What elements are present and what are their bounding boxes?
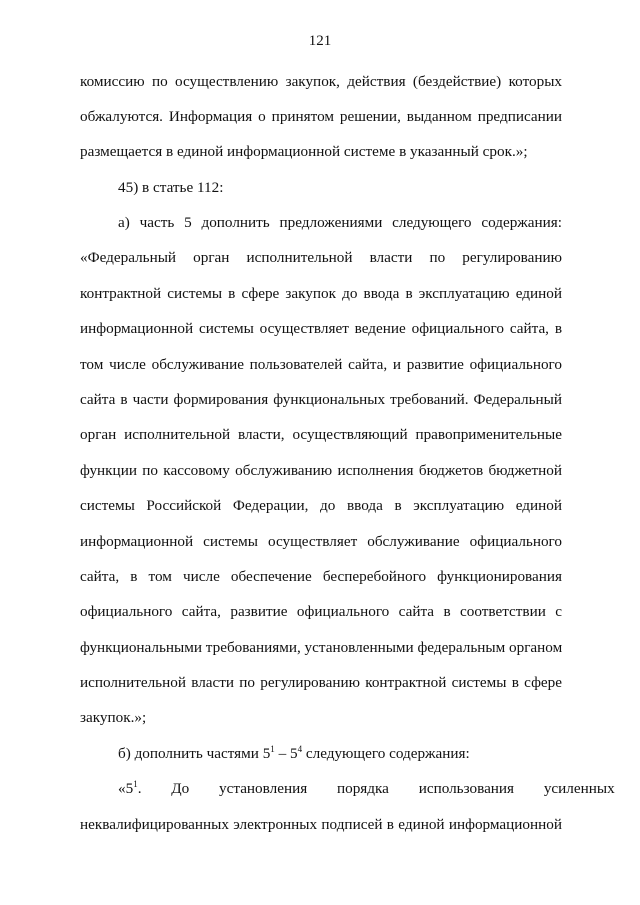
- text-line: системы Российской Федерации, до ввода в эксплуатацию единой: [80, 497, 562, 514]
- superscript: 1: [133, 779, 138, 789]
- text-line: «Федеральный орган исполнительной власти по регулированию: [80, 249, 562, 266]
- text-line: том числе обслуживание пользователей сайта, и развитие официального: [80, 356, 562, 373]
- text-line: информационной системы осуществляет ведение официального сайта, в: [80, 320, 562, 337]
- text-line: контрактной системы в сфере закупок до ввода в эксплуатацию единой: [80, 285, 562, 302]
- text-segment: «5: [118, 780, 134, 797]
- subitem-a: а) часть 5 дополнить предложениями следующего содержания:: [118, 214, 562, 231]
- text-line: орган исполнительной власти, осуществляющий правоприменительные: [80, 426, 562, 443]
- text-line: обжалуются. Информация о принятом решении, выданном предписании: [80, 108, 562, 125]
- text-line: функции по кассовому обслуживанию исполнения бюджетов бюджетной: [80, 462, 562, 479]
- subitem-b: [118, 744, 562, 764]
- text-line: неквалифицированных электронных подписей в единой информационной: [80, 816, 562, 833]
- superscript: 4: [297, 744, 303, 754]
- list-item-45: 45) в статье 112:: [118, 179, 224, 196]
- text-segment: . До установления порядка использования усиленных: [137, 780, 615, 797]
- text-line: сайта в части формирования функциональных требований. Федеральный: [80, 391, 562, 408]
- text-line: информационной системы осуществляет обслуживание официального: [80, 533, 562, 550]
- text-line: функциональными требованиями, установленными федеральным органом: [80, 639, 563, 656]
- text-line: сайта, в том числе обеспечение бесперебойного функционирования: [80, 568, 562, 585]
- text-line: закупок.»;: [80, 709, 147, 726]
- text-line: размещается в единой информационной системе в указанный срок.»;: [80, 143, 528, 160]
- clause-5-1: [118, 779, 615, 799]
- superscript: 1: [270, 744, 275, 754]
- text-segment: следующего содержания:: [302, 745, 470, 762]
- text-segment: б) дополнить частями 5: [118, 745, 271, 762]
- page-number: 121: [308, 33, 332, 49]
- text-segment: – 5: [274, 745, 298, 762]
- text-line: исполнительной власти по регулированию контрактной системы в сфере: [80, 674, 562, 691]
- text-line: комиссию по осуществлению закупок, действия (бездействие) которых: [80, 73, 562, 90]
- text-line: официального сайта, развитие официального сайта в соответствии с: [80, 603, 562, 620]
